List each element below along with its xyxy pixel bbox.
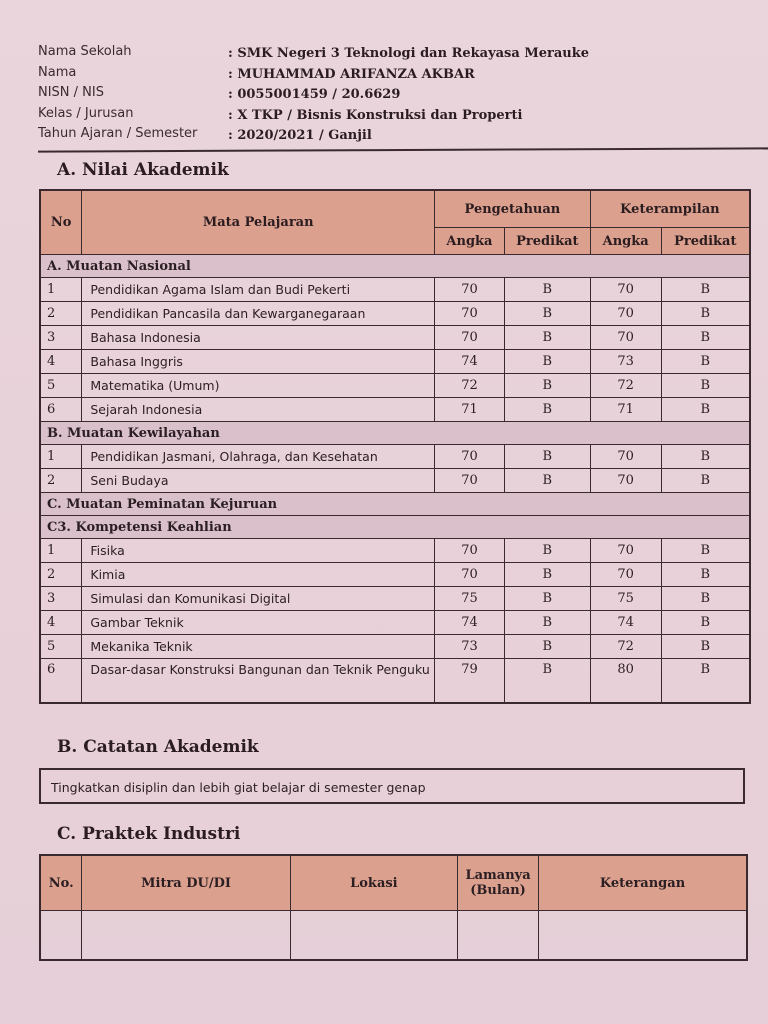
knowledge-grade: B [504, 563, 590, 587]
knowledge-score: 71 [435, 398, 505, 422]
subject-name: Sejarah Indonesia [82, 398, 435, 422]
skill-grade: B [661, 659, 750, 704]
subject-name: Pendidikan Agama Islam dan Budi Pekerti [82, 278, 435, 302]
group-row [40, 493, 750, 516]
identity-row [38, 65, 766, 86]
knowledge-grade: B [504, 469, 590, 493]
subject-name: Simulasi dan Komunikasi Digital [82, 587, 435, 611]
table-row [40, 326, 750, 350]
knowledge-grade: B [504, 350, 590, 374]
skill-score: 70 [590, 563, 661, 587]
knowledge-score: 70 [435, 469, 505, 493]
row-number: 1 [40, 445, 82, 469]
knowledge-grade: B [504, 326, 590, 350]
skill-grade: B [661, 326, 750, 350]
knowledge-grade: B [504, 278, 590, 302]
identity-row [38, 85, 766, 106]
skill-grade: B [661, 539, 750, 563]
skill-grade: B [661, 350, 750, 374]
table-row [40, 611, 750, 635]
table-row [40, 635, 750, 659]
internship-col-lokasi: Lokasi [290, 855, 457, 911]
table-row [40, 398, 750, 422]
row-number: 2 [40, 302, 82, 326]
identity-value: : SMK Negeri 3 Teknologi dan Rekayasa Merauke [228, 46, 589, 61]
identity-label: Nama Sekolah [38, 44, 132, 59]
knowledge-grade: B [504, 398, 590, 422]
row-number: 1 [40, 278, 82, 302]
skill-score: 71 [590, 398, 661, 422]
skill-grade: B [661, 398, 750, 422]
knowledge-grade: B [504, 635, 590, 659]
knowledge-score: 74 [435, 350, 505, 374]
section-title-nilai: A. Nilai Akademik [57, 160, 229, 180]
knowledge-grade: B [504, 611, 590, 635]
grades-table-body [40, 255, 750, 704]
group-title: C. Muatan Peminatan Kejuruan [40, 493, 750, 516]
col-header-knowledge: Pengetahuan [435, 190, 591, 228]
row-number: 2 [40, 469, 82, 493]
internship-cell [539, 911, 747, 961]
table-row [40, 350, 750, 374]
section-title-praktek: C. Praktek Industri [57, 824, 241, 844]
table-row [40, 587, 750, 611]
grades-table [39, 189, 751, 704]
skill-grade: B [661, 302, 750, 326]
knowledge-score: 70 [435, 539, 505, 563]
internship-cell [458, 911, 539, 961]
skill-grade: B [661, 635, 750, 659]
subject-name: Matematika (Umum) [82, 374, 435, 398]
row-number: 5 [40, 635, 82, 659]
col-header-skill-grade: Predikat [661, 228, 750, 255]
subject-name: Seni Budaya [82, 469, 435, 493]
knowledge-score: 72 [435, 374, 505, 398]
skill-score: 72 [590, 635, 661, 659]
col-header-knowledge-grade: Predikat [504, 228, 590, 255]
row-number: 3 [40, 587, 82, 611]
skill-score: 73 [590, 350, 661, 374]
group-title: B. Muatan Kewilayahan [40, 422, 750, 445]
section-title-catatan: B. Catatan Akademik [57, 737, 259, 757]
internship-col-mitra: Mitra DU/DI [82, 855, 290, 911]
internship-col-keterangan: Keterangan [539, 855, 747, 911]
knowledge-score: 70 [435, 326, 505, 350]
knowledge-grade: B [504, 539, 590, 563]
identity-value: : 2020/2021 / Ganjil [228, 128, 372, 143]
subject-name: Pendidikan Jasmani, Olahraga, dan Kesehatan [82, 445, 435, 469]
group-row [40, 422, 750, 445]
knowledge-grade: B [504, 659, 590, 704]
skill-score: 74 [590, 611, 661, 635]
identity-divider [38, 147, 768, 152]
skill-score: 75 [590, 587, 661, 611]
knowledge-score: 74 [435, 611, 505, 635]
table-row [40, 278, 750, 302]
skill-score: 70 [590, 302, 661, 326]
skill-grade: B [661, 445, 750, 469]
subject-name: Pendidikan Pancasila dan Kewarganegaraan [82, 302, 435, 326]
row-number: 6 [40, 659, 82, 704]
knowledge-score: 75 [435, 587, 505, 611]
table-row [40, 469, 750, 493]
group-row [40, 516, 750, 539]
subject-name: Fisika [82, 539, 435, 563]
internship-col-no: No. [40, 855, 82, 911]
subject-name: Gambar Teknik [82, 611, 435, 635]
skill-grade: B [661, 611, 750, 635]
row-number: 5 [40, 374, 82, 398]
skill-score: 70 [590, 278, 661, 302]
col-header-skill-score: Angka [590, 228, 661, 255]
subject-name: Dasar-dasar Konstruksi Bangunan dan Teknik Penguku [82, 659, 435, 704]
skill-grade: B [661, 374, 750, 398]
group-row [40, 255, 750, 278]
group-title: C3. Kompetensi Keahlian [40, 516, 750, 539]
knowledge-score: 70 [435, 563, 505, 587]
row-number: 6 [40, 398, 82, 422]
row-number: 2 [40, 563, 82, 587]
identity-label: Tahun Ajaran / Semester [38, 126, 198, 141]
internship-empty-row [40, 911, 747, 961]
knowledge-score: 70 [435, 445, 505, 469]
internship-cell [82, 911, 290, 961]
identity-value: : 0055001459 / 20.6629 [228, 87, 401, 102]
table-row [40, 563, 750, 587]
identity-value: : MUHAMMAD ARIFANZA AKBAR [228, 66, 475, 82]
knowledge-score: 70 [435, 302, 505, 326]
academic-note: Tingkatkan disiplin dan lebih giat belajar di semester genap [39, 768, 745, 804]
row-number: 4 [40, 350, 82, 374]
knowledge-grade: B [504, 302, 590, 326]
knowledge-score: 70 [435, 278, 505, 302]
table-row [40, 374, 750, 398]
subject-name: Kimia [82, 563, 435, 587]
subject-name: Bahasa Indonesia [82, 326, 435, 350]
col-header-skill: Keterampilan [590, 190, 750, 228]
internship-table [39, 854, 748, 961]
knowledge-grade: B [504, 587, 590, 611]
table-row [40, 539, 750, 563]
skill-score: 70 [590, 469, 661, 493]
skill-score: 70 [590, 445, 661, 469]
identity-label: NISN / NIS [38, 85, 104, 100]
skill-grade: B [661, 469, 750, 493]
skill-score: 70 [590, 539, 661, 563]
student-identity-block [38, 44, 766, 147]
internship-cell [290, 911, 457, 961]
identity-value: : X TKP / Bisnis Konstruksi dan Properti [228, 107, 523, 123]
knowledge-score: 79 [435, 659, 505, 704]
knowledge-score: 73 [435, 635, 505, 659]
col-header-no: No [40, 190, 82, 255]
skill-grade: B [661, 278, 750, 302]
skill-grade: B [661, 587, 750, 611]
row-number: 1 [40, 539, 82, 563]
skill-score: 70 [590, 326, 661, 350]
table-row [40, 659, 750, 704]
row-number: 4 [40, 611, 82, 635]
col-header-subject: Mata Pelajaran [82, 190, 435, 255]
table-row [40, 302, 750, 326]
identity-label: Nama [38, 64, 77, 80]
group-title: A. Muatan Nasional [40, 255, 750, 278]
knowledge-grade: B [504, 445, 590, 469]
internship-cell [40, 911, 82, 961]
knowledge-grade: B [504, 374, 590, 398]
subject-name: Mekanika Teknik [82, 635, 435, 659]
identity-row [38, 106, 766, 127]
skill-score: 80 [590, 659, 661, 704]
skill-score: 72 [590, 374, 661, 398]
internship-col-lamanya: Lamanya (Bulan) [458, 855, 539, 911]
subject-name: Bahasa Inggris [82, 350, 435, 374]
row-number: 3 [40, 326, 82, 350]
skill-grade: B [661, 563, 750, 587]
identity-row [38, 44, 766, 65]
identity-row [38, 126, 766, 147]
identity-label: Kelas / Jurusan [38, 105, 134, 121]
table-row [40, 445, 750, 469]
col-header-knowledge-score: Angka [435, 228, 505, 255]
